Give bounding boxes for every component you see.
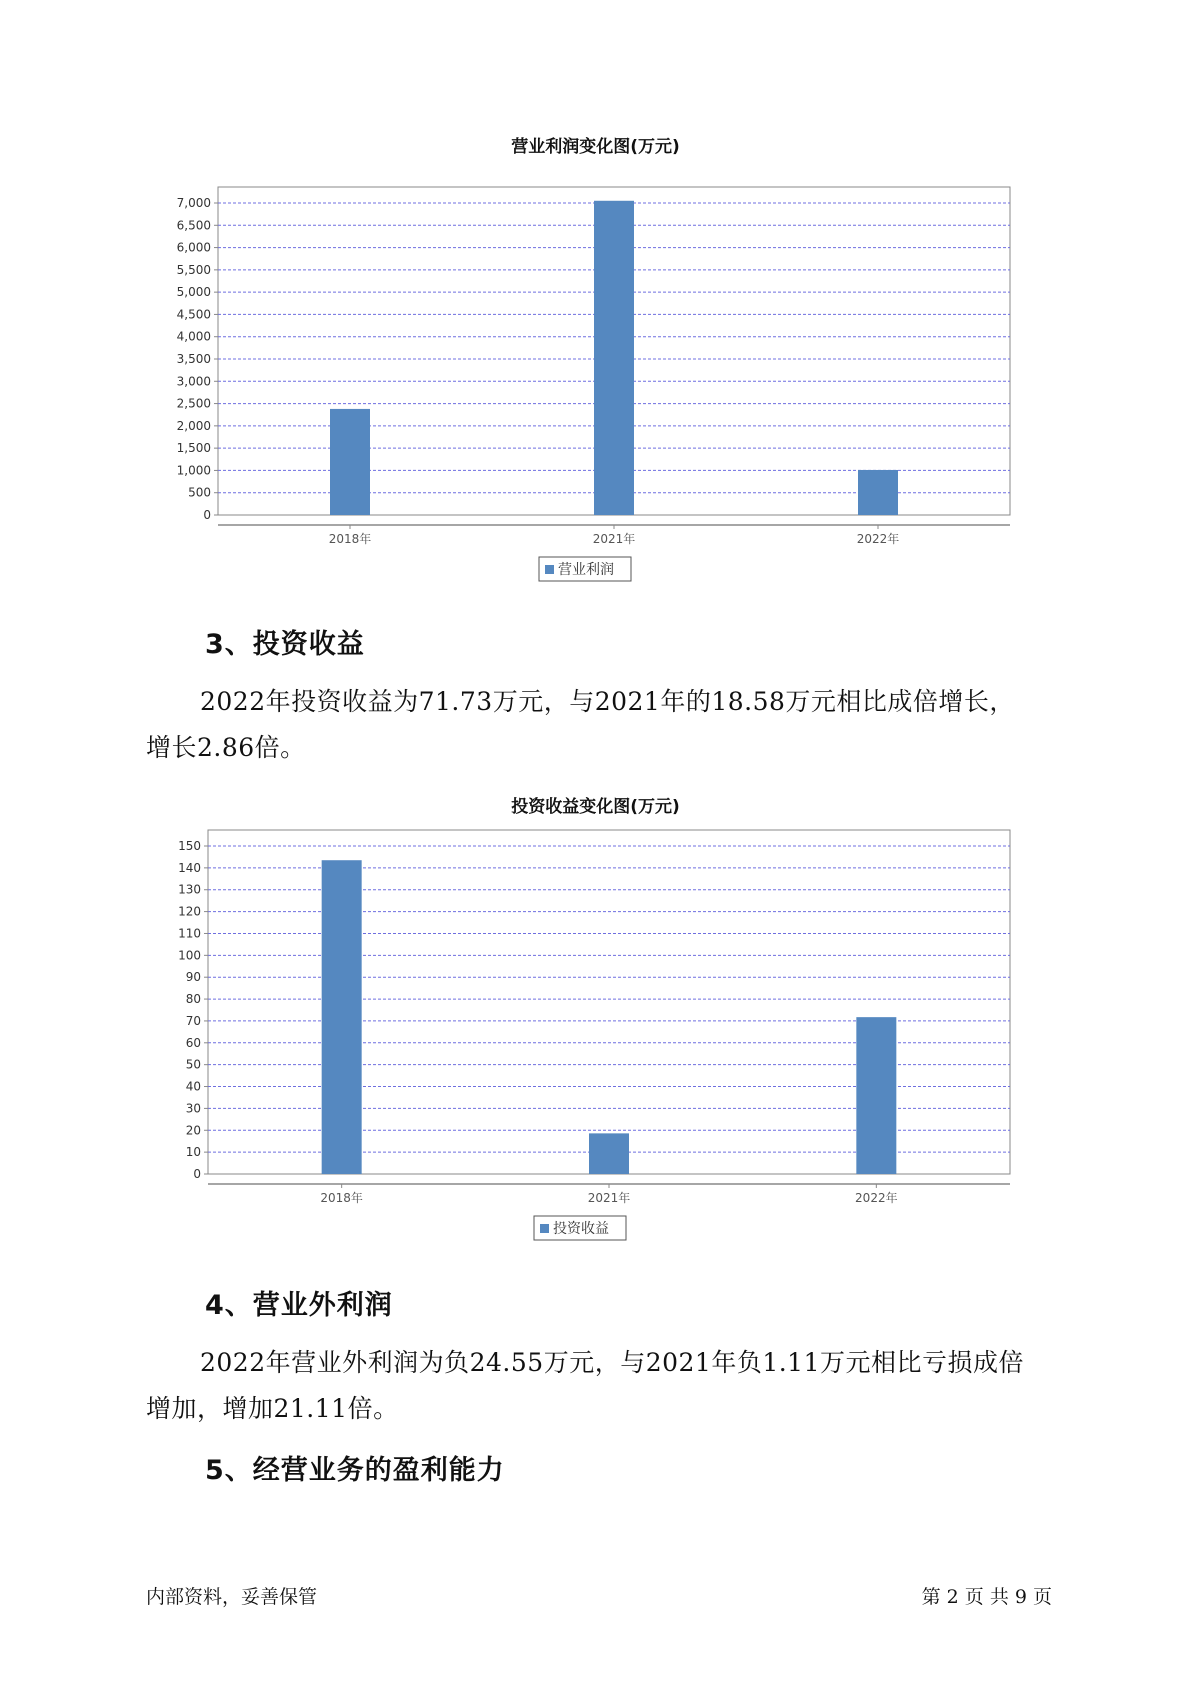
chart2-title: 投资收益变化图(万元) (511, 797, 680, 817)
legend-label: 营业利润 (558, 562, 614, 578)
y-tick-label: 150 (178, 839, 201, 853)
section5-heading: 5、经营业务的盈利能力 (205, 1455, 505, 1486)
y-tick-label: 120 (178, 904, 201, 919)
operating-profit-chart (0, 170, 1191, 590)
y-tick-label: 100 (178, 948, 201, 963)
investment-income-chart (0, 830, 1191, 1250)
y-tick-label: 140 (178, 860, 201, 875)
bar-2018年 (330, 409, 370, 515)
y-tick-label: 6,500 (176, 218, 211, 233)
section4-line2: 增加，增加21.11倍。 (146, 1394, 399, 1423)
y-tick-label: 130 (178, 882, 201, 897)
y-tick-label: 70 (185, 1013, 201, 1028)
y-tick-label: 0 (193, 1167, 201, 1181)
y-tick-label: 80 (185, 992, 201, 1007)
section3-paragraph (146, 679, 1066, 771)
y-tick-label: 5,500 (176, 262, 211, 277)
x-tick-label: 2018年 (328, 532, 372, 546)
footer-page-number: 第 2 页 共 9 页 (921, 1586, 1052, 1608)
chart1-title: 营业利润变化图(万元) (511, 137, 680, 157)
y-tick-label: 4,500 (176, 307, 211, 322)
y-tick-label: 90 (185, 970, 201, 985)
x-tick-label: 2021年 (592, 532, 636, 546)
y-tick-label: 1,000 (176, 463, 211, 478)
legend-swatch (545, 565, 554, 574)
footer-confidential-note: 内部资料，妥善保管 (146, 1586, 318, 1608)
section3-heading: 3、投资收益 (205, 629, 365, 660)
y-tick-label: 10 (185, 1145, 201, 1160)
x-tick-label: 2022年 (855, 1191, 898, 1205)
y-tick-label: 2,000 (176, 418, 211, 433)
bar-2021年 (594, 201, 634, 515)
y-tick-label: 5,000 (176, 285, 211, 300)
legend-swatch (540, 1224, 549, 1233)
y-tick-label: 7,000 (176, 196, 211, 210)
y-tick-label: 6,000 (176, 240, 211, 255)
y-tick-label: 3,000 (176, 374, 211, 389)
y-tick-label: 110 (178, 926, 201, 941)
bar-2022年 (858, 470, 898, 515)
y-tick-label: 50 (185, 1057, 201, 1072)
legend-label: 投资收益 (553, 1221, 609, 1237)
y-tick-label: 3,500 (176, 352, 211, 366)
y-tick-label: 60 (185, 1035, 201, 1050)
bar-2018年 (322, 860, 362, 1174)
y-tick-label: 4,000 (176, 329, 211, 344)
y-tick-label: 1,500 (176, 441, 211, 456)
section4-line1: 2022年营业外利润为负24.55万元，与2021年负1.11万元相比亏损成倍 (200, 1348, 1024, 1377)
y-tick-label: 0 (203, 508, 211, 522)
x-tick-label: 2022年 (856, 532, 900, 546)
section4-heading: 4、营业外利润 (205, 1290, 393, 1321)
y-tick-label: 40 (185, 1079, 201, 1094)
section4-paragraph (146, 1340, 1066, 1432)
bar-2021年 (589, 1133, 629, 1174)
section3-line2: 增长2.86倍。 (146, 733, 306, 762)
x-tick-label: 2018年 (320, 1191, 363, 1205)
y-tick-label: 2,500 (176, 396, 211, 411)
y-tick-label: 20 (185, 1123, 201, 1138)
y-tick-label: 500 (188, 485, 211, 500)
y-tick-label: 30 (185, 1101, 201, 1116)
section3-line1: 2022年投资收益为71.73万元，与2021年的18.58万元相比成倍增长， (200, 687, 1015, 716)
bar-2022年 (856, 1017, 896, 1174)
x-tick-label: 2021年 (587, 1191, 631, 1205)
